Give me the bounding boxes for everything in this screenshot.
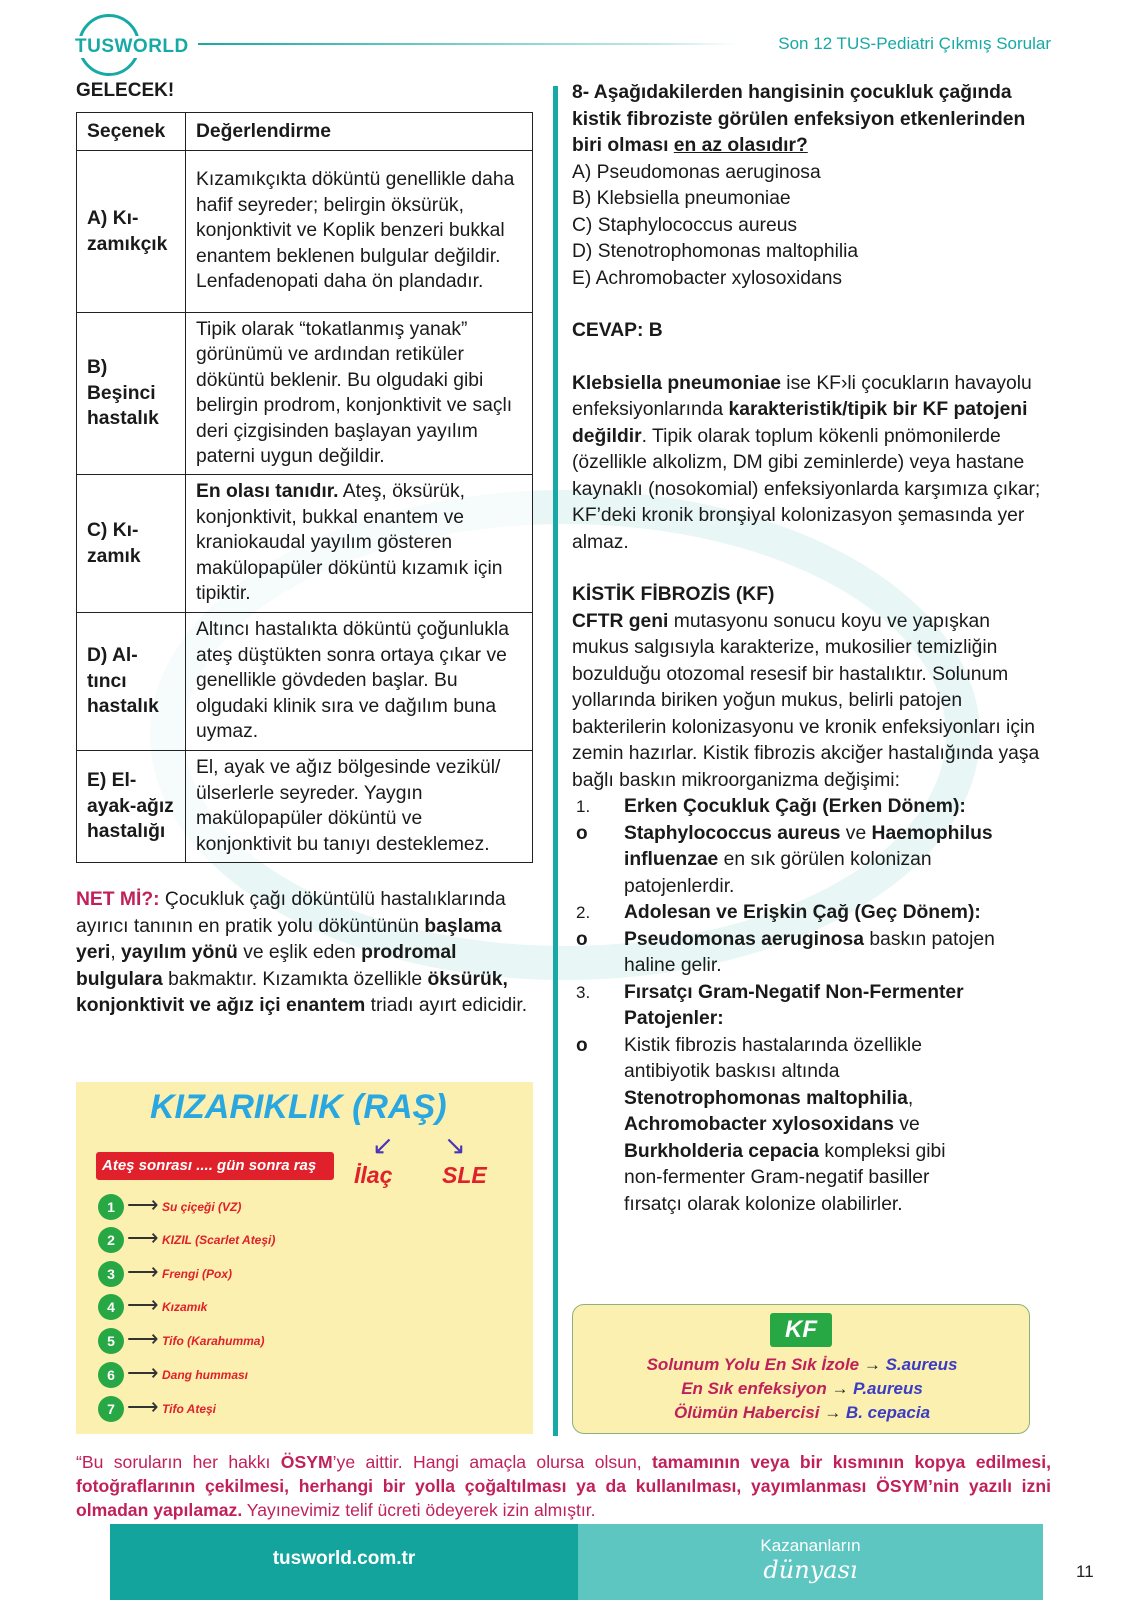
legal-text: “Bu soruların her hakkı <box>76 1452 281 1472</box>
list-subitem <box>572 927 1042 980</box>
right-column <box>572 80 1042 1218</box>
kf-row-label: Solunum Yolu En Sık İzole <box>646 1355 860 1374</box>
footer-url[interactable]: tusworld.com.tr <box>272 1548 416 1569</box>
kf-description <box>572 609 1042 795</box>
legal-text: Yayınevimiz telif ücreti ödeyerek izin almıştır. <box>242 1500 596 1520</box>
option-c: C) Staphylococcus aureus <box>572 214 798 236</box>
kf-row-value: B. cepacia <box>845 1403 931 1422</box>
arrow-right-icon: ⟶ <box>127 1394 159 1419</box>
option-cell: E) El-ayak-ağız hastalığı <box>77 751 186 863</box>
rash-item-label: Kızamık <box>162 1300 208 1314</box>
number-badge: 7 <box>98 1396 124 1422</box>
rash-item-label: Su çiçeği (VZ) <box>162 1200 242 1214</box>
option-cell: D) Al-tıncı hastalık <box>77 613 186 751</box>
kf-row-value: P.aureus <box>853 1379 923 1398</box>
question-stem <box>572 80 1042 160</box>
rash-item-label: Frengi (Pox) <box>162 1267 233 1281</box>
arrow-right-icon: ⟶ <box>127 1259 159 1284</box>
arrow-right-icon: → <box>824 1403 842 1422</box>
section-lead: GELECEK! <box>76 80 175 101</box>
arrow-right-icon: → <box>863 1355 881 1374</box>
question-emphasis: en az olasıdır? <box>673 135 808 156</box>
list-title: Erken Çocukluk Çağı (Erken Dönem): <box>624 796 966 817</box>
bullet-marker: o <box>576 822 588 844</box>
evaluation-cell: Kızamıkçıkta döküntü genellikle daha hafif seyreder; belirgin öksürük, konjonktivit ve Koplik benzeri bukkal enantem beklenen bulgular değildir. Lenfadenopati daha ön plandadır. <box>186 151 533 313</box>
bullet-marker: o <box>576 928 588 950</box>
note-text: bakmaktır. Kızamıkta özellikle <box>162 968 428 990</box>
table-row <box>77 475 533 613</box>
logo-text: TUSWORLD <box>75 36 189 57</box>
arrow-right-icon: ⟶ <box>127 1326 159 1351</box>
number-badge: 6 <box>98 1362 124 1388</box>
legal-bold: ÖSYM <box>280 1452 333 1472</box>
list-text: baskın patojen haline gelir. <box>624 928 995 976</box>
explanation-text: . Tipik olarak toplum kökenli pnömonilerde (özellikle alkolizm, DM gibi zeminlerde) veya hastane kaynaklı (nosokomial) enfeksiyonlarda karşımıza çıkar; KF’deki kronik bronşiyal kolonizasyon şemasında yer almaz. <box>572 425 1041 553</box>
list-bold: Pseudomonas aeruginosa <box>624 928 865 950</box>
option-e: E) Achromobacter xylosoxidans <box>572 267 843 289</box>
table-header-row <box>77 113 533 151</box>
evaluation-cell: El, ayak ve ağız bölgesinde vezikül/ülserlerle seyreder. Yaygın makülopapüler döküntü ve konjonktivit bu tanıyı desteklemez. <box>186 751 533 863</box>
bullet-marker: o <box>576 1034 588 1056</box>
footer-slogan-line1: Kazananların <box>760 1536 861 1555</box>
footer-slogan-line2: dünyası <box>763 1556 858 1584</box>
list-text: kompleksi gibi non-fermenter Gram-negatif basiller fırsatçı olarak kolonize olabilirler. <box>624 1140 946 1215</box>
rash-fever-label: Ateş sonrası .... gün sonra raş <box>96 1152 334 1180</box>
note-bold: öksürük, konjonktivit ve ağız içi enantem <box>76 968 508 1016</box>
rash-drug-label: İlaç <box>354 1162 393 1188</box>
table-row <box>77 751 533 863</box>
table-row <box>77 613 533 751</box>
option-b: B) Klebsiella pneumoniae <box>572 188 791 209</box>
rash-item-label: KIZIL (Scarlet Ateşi) <box>162 1233 276 1247</box>
list-text: , <box>907 1087 914 1109</box>
question-text: 8- Aşağıdakilerden hangisinin çocukluk çağında kistik fibroziste görülen enfeksiyon etkenlerinden biri olması <box>572 82 1026 156</box>
rash-item-label: Tifo (Karahumma) <box>162 1334 265 1348</box>
kf-row-label: En Sık enfeksiyon <box>681 1379 827 1398</box>
option-cell: B) Beşinci hastalık <box>77 313 186 475</box>
list-bold: Burkholderia cepacia <box>624 1140 820 1162</box>
list-marker: 3. <box>576 982 591 1002</box>
list-text: Kistik fibrozis hastalarında özellikle antibiyotik baskısı altında <box>624 1034 922 1082</box>
list-text: ve <box>840 822 872 844</box>
list-bold: Staphylococcus aureus <box>624 822 841 844</box>
header-divider <box>198 43 738 45</box>
kf-heading: KİSTİK FİBROZİS (KF) <box>572 584 775 605</box>
rash-infographic <box>76 1082 533 1434</box>
column-divider <box>553 86 558 1436</box>
table-row <box>77 313 533 475</box>
number-badge: 5 <box>98 1328 124 1354</box>
legal-bold: tamamının veya bir kısmının kopya edilmesi, fotoğraflarının çekilmesi, herhangi bir yolla çoğaltılması ya da kullanılması, yayımlanması ÖSYM’nin yazılı izni olmadan yapılamaz. <box>76 1452 1051 1520</box>
tusworld-logo <box>74 14 192 76</box>
evaluation-text: Ateş, öksürük, konjonktivit, bukkal enantem ve kraniokaudal yayılım gösteren makülopapüler döküntü kızamık için tipiktir. <box>196 481 503 605</box>
kf-summary-row <box>573 1379 1031 1399</box>
explanation-bold: karakteristik/tipik bir KF patojeni değildir <box>572 399 1028 447</box>
kf-row-label: Ölümün Habercisi <box>673 1403 820 1422</box>
table-header: Seçenek <box>77 113 186 151</box>
arrow-right-icon: ⟶ <box>127 1360 159 1385</box>
page-number: 11 <box>1076 1562 1094 1581</box>
list-subitem <box>572 1033 982 1219</box>
kf-summary-row <box>573 1355 1031 1375</box>
list-bold: Achromobacter xylosoxidans <box>624 1114 895 1135</box>
note-bold: başlama yeri <box>76 915 502 963</box>
list-item <box>572 980 1042 1033</box>
left-column <box>76 80 533 1020</box>
list-title: Fırsatçı Gram-Negatif Non-Fermenter Patojenler: <box>624 981 964 1029</box>
option-cell: C) Kı-zamık <box>77 475 186 613</box>
kf-text: mutasyonu sonucu koyu ve yapışkan mukus salgısıyla karakterize, mukosilier temizliğin bozulduğu otozomal resesif bir hastalıktır. Solunum yollarında biriken yoğun mukus, belirli patojen bakterilerin kolonizasyonu ve kronik enfeksiyonları için zemin hazırlar. Kistik fibrozis akciğer hastalığında yaşa bağlı baskın mikroorganizma değişimi: <box>572 610 1040 791</box>
list-text: ve <box>894 1114 920 1135</box>
kf-bold: CFTR geni <box>572 610 669 632</box>
options-table <box>76 112 533 863</box>
number-badge: 1 <box>98 1194 124 1220</box>
evaluation-cell <box>186 475 533 613</box>
net-mi-label: NET Mİ?: <box>76 889 160 910</box>
explanation-text: ise KF›li çocukların havayolu enfeksiyonlarında <box>572 372 1032 420</box>
header-title: Son 12 TUS-Pediatri Çıkmış Sorular <box>778 34 1051 53</box>
kf-summary-box <box>572 1304 1030 1434</box>
number-badge: 4 <box>98 1294 124 1320</box>
list-marker: 1. <box>576 797 591 816</box>
list-marker: 2. <box>576 903 591 922</box>
list-item <box>572 900 1042 927</box>
table-header: Değerlendirme <box>186 113 533 151</box>
list-item <box>572 794 1042 821</box>
footer-right-band <box>578 1524 1043 1600</box>
arrow-right-icon: → <box>831 1379 849 1398</box>
list-bold: Haemophilus influenzae <box>624 822 993 870</box>
answer: CEVAP: B <box>572 320 663 341</box>
table-row <box>77 151 533 313</box>
note-text: , <box>110 942 122 963</box>
footer-left-band <box>110 1524 578 1600</box>
rash-sle-label: SLE <box>442 1162 487 1188</box>
arrow-right-icon: ⟶ <box>127 1292 159 1317</box>
arrow-right-icon: ⟶ <box>127 1225 159 1250</box>
note-text: triadı ayırt edicidir. <box>365 995 528 1016</box>
arrow-right-icon: ⟶ <box>127 1192 159 1217</box>
explanation <box>572 371 1042 557</box>
option-cell: A) Kı-zamıkçık <box>77 151 186 313</box>
kf-summary-row <box>573 1403 1031 1423</box>
arrow-down-left-icon: ↙ <box>372 1130 394 1160</box>
kf-row-value: S.aureus <box>885 1355 958 1374</box>
note-text: ve eşlik eden <box>237 942 362 963</box>
copyright-notice <box>76 1450 1051 1522</box>
list-title: Adolesan ve Erişkin Çağ (Geç Dönem): <box>624 902 981 923</box>
rash-item-label: Tifo Ateşi <box>162 1402 217 1416</box>
kf-tag: KF <box>770 1313 832 1347</box>
number-badge: 3 <box>98 1261 124 1287</box>
rash-item-label: Dang humması <box>162 1368 249 1382</box>
note-bold: prodromal bulgulara <box>76 942 457 990</box>
explanation-bold: Klebsiella pneumoniae <box>572 372 781 394</box>
list-bold: Stenotrophomonas maltophilia <box>624 1087 908 1109</box>
evaluation-bold: En olası tanıdır. <box>196 481 339 503</box>
evaluation-cell: Altıncı hastalıkta döküntü çoğunlukla ateş düştükten sonra ortaya çıkar ve genellikle gövdeden başlar. Bu olgudaki klinik sıra ve dağılım buna uymaz. <box>186 613 533 751</box>
option-d: D) Stenotrophomonas maltophilia <box>572 241 859 262</box>
list-subitem <box>572 821 1042 901</box>
list-text: en sık görülen kolonizan patojenlerdir. <box>624 849 932 897</box>
number-badge: 2 <box>98 1227 124 1253</box>
arrow-down-right-icon: ↘ <box>444 1130 466 1160</box>
evaluation-cell: Tipik olarak “tokatlanmış yanak” görünümü ve ardından retiküler döküntü beklenir. Bu olgudaki gibi belirgin prodrom, konjonktivit ve saçlı deri çizgisinden başlayan yayılım paterni uygun değildir. <box>186 313 533 475</box>
legal-text: ’ye aittir. Hangi amaçla olursa olsun, <box>332 1452 653 1472</box>
note-bold: yayılım yönü <box>121 942 238 963</box>
option-a: A) Pseudomonas aeruginosa <box>572 161 821 183</box>
rash-title: KIZARIKLIK (RAŞ) <box>150 1088 447 1126</box>
note-text: Çocukluk çağı döküntülü hastalıklarında ayırıcı tanının en pratik yolu döküntünün <box>76 889 506 937</box>
net-mi-note <box>76 887 533 1020</box>
